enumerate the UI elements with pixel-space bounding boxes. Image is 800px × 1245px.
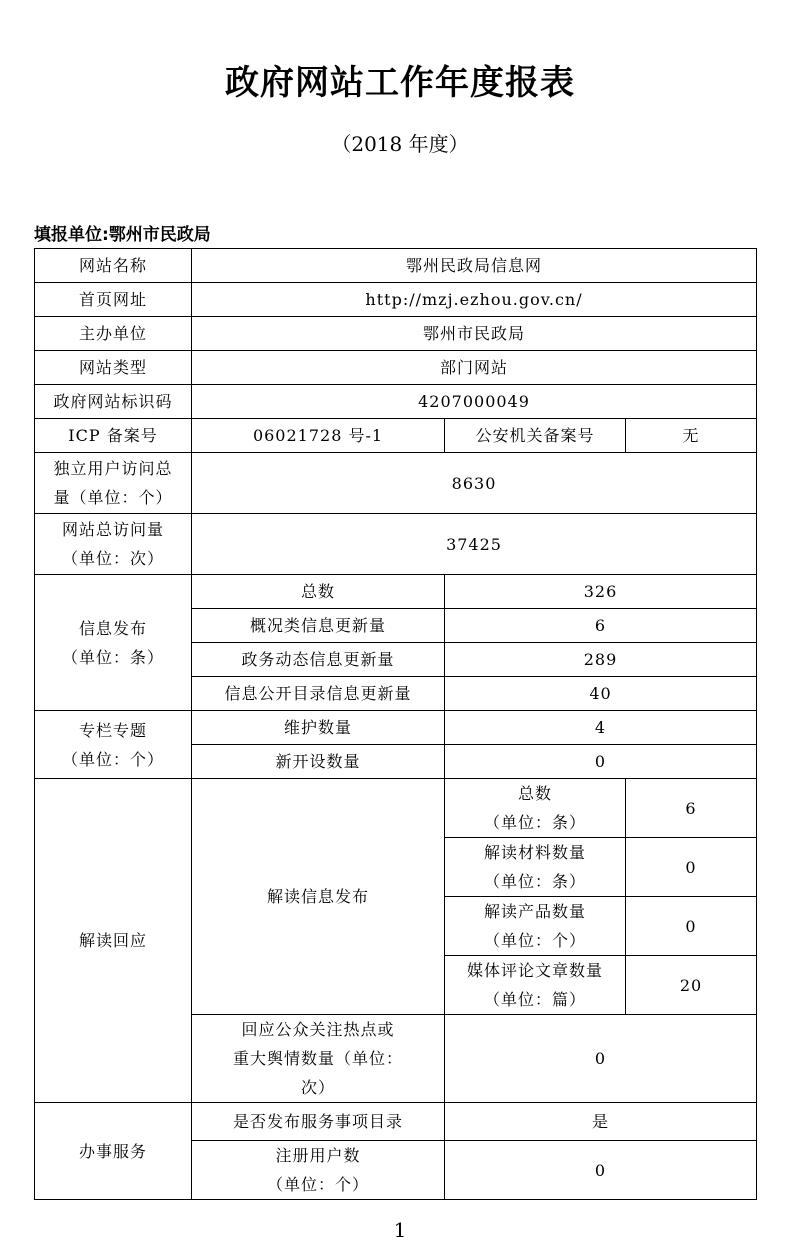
row-label: 解读产品数量 （单位：个） <box>445 897 626 956</box>
cell-value: 鄂州民政局信息网 <box>192 249 757 283</box>
row-label: 公安机关备案号 <box>445 419 626 453</box>
cell-value: 37425 <box>192 514 757 575</box>
group-label: 信息发布 （单位：条） <box>35 575 192 711</box>
table-row <box>35 514 757 575</box>
cell-value: 6 <box>445 609 757 643</box>
reporting-unit: 填报单位:鄂州市民政局 <box>34 225 211 245</box>
row-label: 维护数量 <box>192 711 445 745</box>
group-label: 解读回应 <box>35 779 192 1103</box>
cell-value: http://mzj.ezhou.gov.cn/ <box>192 283 757 317</box>
page-title: 政府网站工作年度报表 <box>225 63 575 103</box>
row-label: 回应公众关注热点或 重大舆情数量（单位： 次） <box>192 1015 445 1103</box>
report-year: （2018 年度） <box>331 132 469 156</box>
cell-value: 0 <box>445 1015 757 1103</box>
row-label: 总数 <box>192 575 445 609</box>
group-label: 办事服务 <box>35 1103 192 1200</box>
cell-value: 0 <box>626 897 757 956</box>
row-label: 网站名称 <box>35 249 192 283</box>
group-label: 专栏专题 （单位：个） <box>35 711 192 779</box>
cell-value: 289 <box>445 643 757 677</box>
table-row <box>35 779 757 838</box>
table-row <box>35 249 757 283</box>
row-label: 注册用户数 （单位：个） <box>192 1141 445 1200</box>
row-label: 网站类型 <box>35 351 192 385</box>
row-label: 概况类信息更新量 <box>192 609 445 643</box>
row-label: 独立用户访问总 量（单位：个） <box>35 453 192 514</box>
row-label: 政务动态信息更新量 <box>192 643 445 677</box>
cell-value: 6 <box>626 779 757 838</box>
table-row <box>35 575 757 609</box>
row-label: 政府网站标识码 <box>35 385 192 419</box>
cell-value: 0 <box>445 1141 757 1200</box>
row-label: 主办单位 <box>35 317 192 351</box>
sub-group-label: 解读信息发布 <box>192 779 445 1015</box>
table-row <box>35 317 757 351</box>
cell-value: 鄂州市民政局 <box>192 317 757 351</box>
row-label: 是否发布服务事项目录 <box>192 1103 445 1141</box>
page-number: 1 <box>393 1218 407 1242</box>
table-row <box>35 453 757 514</box>
cell-value: 4207000049 <box>192 385 757 419</box>
report-table <box>34 248 757 1200</box>
cell-value: 部门网站 <box>192 351 757 385</box>
table-row <box>35 1103 757 1141</box>
row-label: 信息公开目录信息更新量 <box>192 677 445 711</box>
cell-value: 8630 <box>192 453 757 514</box>
cell-value: 0 <box>626 838 757 897</box>
cell-value: 无 <box>626 419 757 453</box>
cell-value: 06021728 号-1 <box>192 419 445 453</box>
row-label: 网站总访问量 （单位：次） <box>35 514 192 575</box>
row-label: 解读材料数量 （单位：条） <box>445 838 626 897</box>
row-label: 总数 （单位：条） <box>445 779 626 838</box>
row-label: 新开设数量 <box>192 745 445 779</box>
row-label: 媒体评论文章数量 （单位：篇） <box>445 956 626 1015</box>
cell-value: 40 <box>445 677 757 711</box>
cell-value: 0 <box>445 745 757 779</box>
table-row <box>35 419 757 453</box>
cell-value: 是 <box>445 1103 757 1141</box>
table-row <box>35 711 757 745</box>
cell-value: 326 <box>445 575 757 609</box>
table-row <box>35 351 757 385</box>
cell-value: 4 <box>445 711 757 745</box>
table-row <box>35 385 757 419</box>
cell-value: 20 <box>626 956 757 1015</box>
row-label: 首页网址 <box>35 283 192 317</box>
row-label: ICP 备案号 <box>35 419 192 453</box>
table-row <box>35 283 757 317</box>
